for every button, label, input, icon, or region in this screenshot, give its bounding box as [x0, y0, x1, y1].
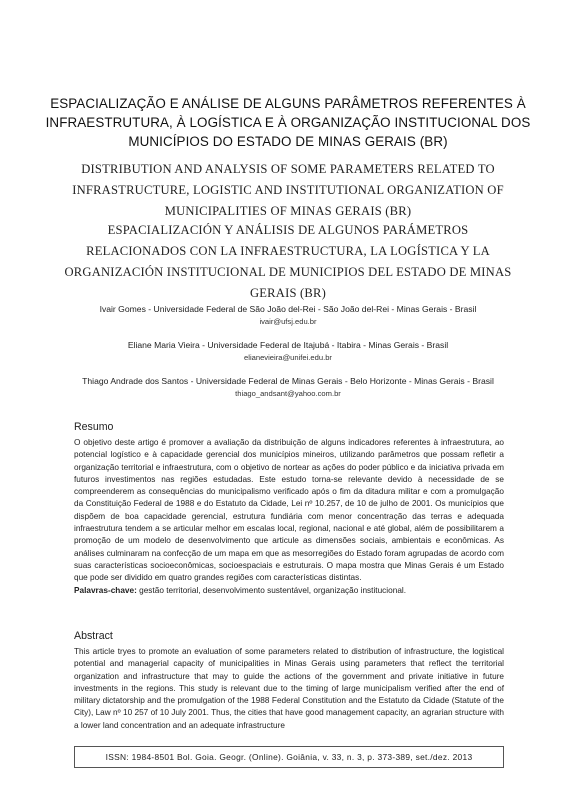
title-english: DISTRIBUTION AND ANALYSIS OF SOME PARAMETERS RELATED TO INFRASTRUCTURE, LOGISTIC AND INSTITUTIONAL ORGANIZATION OF MUNICIPALITIES OF MINAS GERAIS (BR)	[72, 162, 504, 218]
author-list	[60, 303, 516, 411]
journal-footer: ISSN: 1984-8501 Bol. Goia. Geogr. (Online). Goiânia, v. 33, n. 3, p. 373-389, set./dez. 2013	[74, 746, 504, 768]
author-affiliation: Thiago Andrade dos Santos - Universidade Federal de Minas Gerais - Belo Horizonte - Minas Gerais - Brasil	[82, 376, 494, 386]
author-email[interactable]: elianevieira@unifei.edu.br	[244, 353, 332, 362]
keywords-label: Palavras-chave:	[74, 585, 137, 595]
abstract-text: This article tryes to promote an evaluation of some parameters related to distribution of infrastructure, the logistical potential and managerial capacity of municipalities in Minas Gerais using parameters that reflect the territorial organization and infrastructure that may to guide the actions of the government and private initiative in future investments in the regions. This study is relevant due to the timing of large municipalism verified after the end of military dictatorship and the promulgation of the 1988 Federal Constitution and the Estatuto da Cidade (Statute of the City), Law nº 10 257 of 10 July 2001. Thus, the cities that have good management capacity, an agrarian structure with a lower land concentration and an adequate infrastructure	[74, 647, 504, 730]
abstract-body	[74, 646, 504, 732]
author-email[interactable]: thiago_andsant@yahoo.com.br	[235, 389, 341, 398]
author-affiliation: Ivair Gomes - Universidade Federal de São João del-Rei - São João del-Rei - Minas Gerais - Brasil	[99, 304, 477, 314]
resumo-text: O objetivo deste artigo é promover a avaliação da distribuição de alguns indicadores referentes à infraestrutura, ao potencial logístico e à capacidade gerencial dos municípios mineiros, utilizando parâmetros que possam refletir a organização territorial e infraestrutura, com o objetivo de nortear as ações do poder público e da iniciativa privada em futuros investimentos nas regiões estudadas. Este estudo torna-se relevante devido à necessidade de se compreenderem as consequências do municipalismo verificado após o fim da ditadura militar e com a promulgação da Constituição Federal de 1988 e do Estatuto da Cidade, Lei nº 10.257, de 10 de julho de 2001. Os municípios que dispõem de boa capacidade gerencial, estrutura fundiária com menor concentração das terras e adequada infraestrutura tendem a se articular melhor em escalas local, regional, nacional e até global, além de possibilitarem a promoção de um modelo de desenvolvimento que articule as dimensões sociais, ambientais e econômicas. As análises culminaram na confecção de um mapa em que as mesorregiões do Estado foram agrupadas de acordo com suas características socioeconômicas, socioespaciais e estruturais. O mapa mostra que Minas Gerais é um Estado que pode ser dividido em quatro grandes regiões com características distintas.	[74, 438, 504, 583]
title-spanish: ESPACIALIZACIÓN Y ANÁLISIS DE ALGUNOS PARÁMETROS RELACIONADOS CON LA INFRAESTRUCTURA, LA LOGÍSTICA Y LA ORGANIZACIÓN INSTITUCIONAL DE MUNICIPIOS DEL ESTADO DE MINAS GERAIS (BR)	[64, 223, 512, 300]
author-affiliation: Eliane Maria Vieira - Universidade Federal de Itajubá - Itabira - Minas Gerais - Brasil	[127, 340, 449, 350]
title-portuguese: ESPACIALIZAÇÃO E ANÁLISE DE ALGUNS PARÂMETROS REFERENTES À INFRAESTRUTURA, À LOGÍSTICA E À ORGANIZAÇÃO INSTITUCIONAL DOS MUNICÍPIOS DO ESTADO DE MINAS GERAIS (BR)	[45, 96, 531, 149]
resumo-body	[74, 437, 504, 597]
resumo-heading: Resumo	[74, 421, 114, 433]
author-email[interactable]: ivair@ufsj.edu.br	[259, 317, 317, 326]
keywords-text: gestão territorial, desenvolvimento sustentável, organização institucional.	[136, 585, 407, 595]
abstract-heading: Abstract	[74, 630, 113, 642]
keywords	[74, 585, 504, 597]
